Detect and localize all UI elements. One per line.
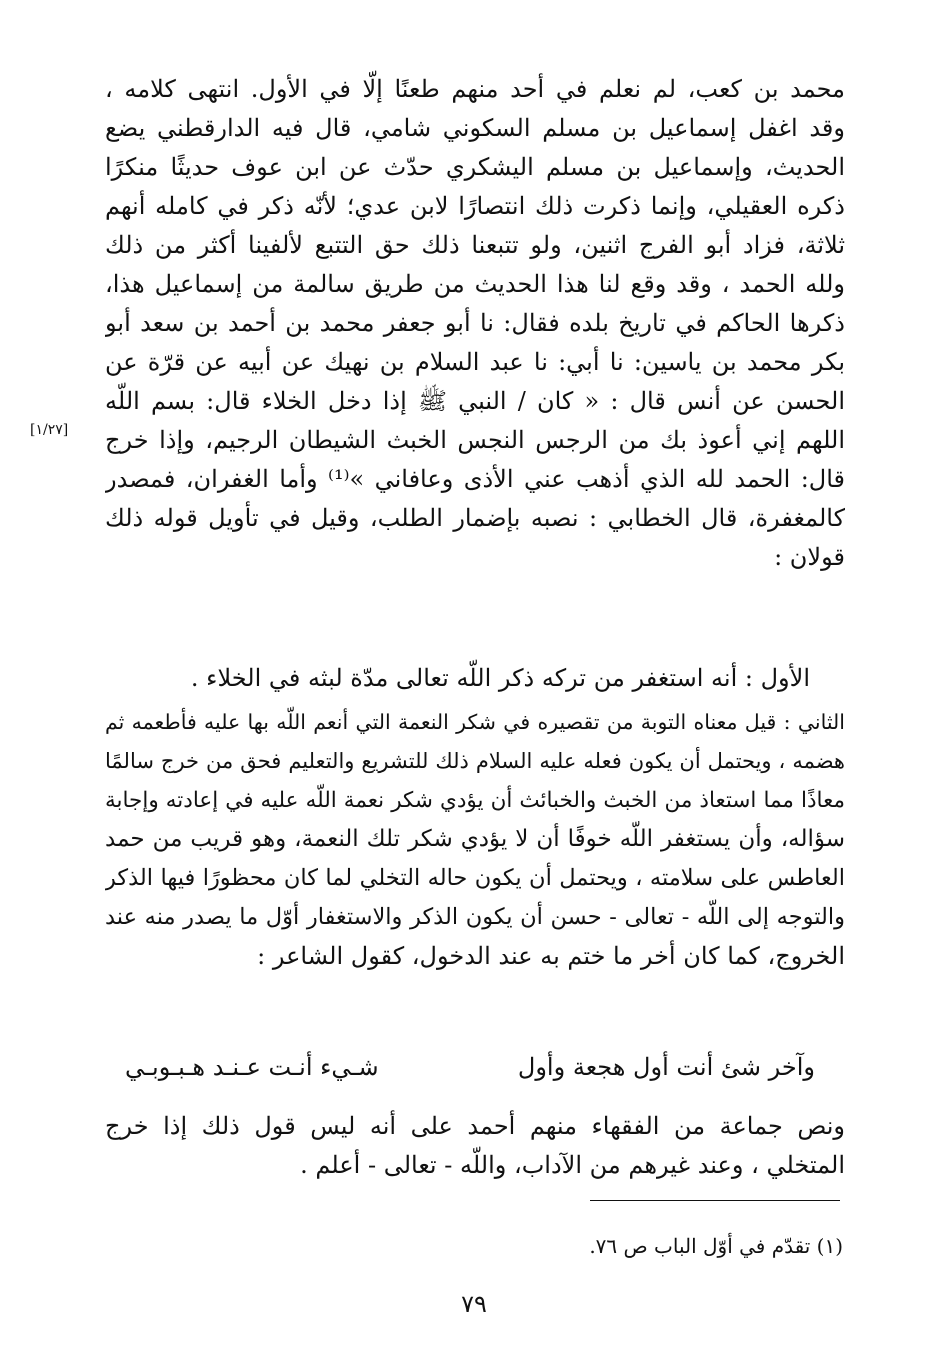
paragraph-4: [105, 1107, 845, 1185]
text-line: سؤاله، وأن يستغفر اللّه خوفًا أن لا يؤدي شكر تلك النعمة، وهو قريب من حمد: [105, 826, 845, 852]
footnote-divider: [590, 1200, 840, 1201]
text-line: ثلاثة، فزاد أبو الفرج اثنين، ولو تتبعنا ذلك حق التتبع لألفينا أكثر من ذلك: [105, 231, 845, 259]
text-line: معاذًا مما استعاذ من الخبث والخبائث أن يؤدي شكر نعمة اللّه عليه في إعادته وإجابة: [105, 788, 845, 813]
text-line: الحديث، وإسماعيل بن مسلم اليشكري حدّث عن ابن عوف حديثًا منكرًا: [105, 153, 845, 181]
text-line: الثاني : قيل معناه التوبة من تقصيره في شكر النعمة التي أنعم اللّه بها عليه فأطعمه ثم: [105, 710, 845, 734]
text-line: بكر محمد بن ياسين: نا أبي: نا عبد السلام بن نهيك عن أبيه عن قرّة عن: [105, 348, 845, 376]
text-line: ذكرها الحاكم في تاريخ بلده فقال: نا أبو جعفر محمد بن أحمد بن سعد أبو: [105, 309, 845, 337]
text-line: قال: الحمد لله الذي أذهب عني الأذى وعافاني »⁽¹⁾ وأما الغفران، فمصدر: [105, 465, 845, 493]
paragraph-1: [105, 70, 845, 577]
text-line: ونص جماعة من الفقهاء منهم أحمد على أنه ليس قول ذلك إذا خرج: [105, 1112, 845, 1140]
page-number: ٧٩: [461, 1290, 487, 1318]
manuscript-folio-reference: [١/٢٧]: [30, 422, 69, 438]
text-line: العاطس على سلامته ، ويحتمل أن يكون حاله التخلي لما كان محظورًا فيها الذكر: [105, 865, 845, 891]
text-line: المتخلي ، وعند غيرهم من الآداب، واللّه - تعالى - أعلم .: [300, 1151, 845, 1179]
paragraph-2: [140, 659, 810, 698]
text-line: الحسن عن أنس قال : « كان / النبي ﷺ إذا دخل الخلاء قال: بسم اللّه: [105, 387, 845, 415]
poem-verse: [125, 1053, 815, 1093]
text-line: ذكره العقيلي، وإنما ذكرت ذلك انتصارًا لابن عدي؛ لأنّه ذكر في كامله أنهم: [105, 192, 845, 220]
text-line: والتوجه إلى اللّه - تعالى - حسن أن يكون الذكر والاستغفار أوّل ما يصدر منه عند: [105, 904, 845, 930]
text-line: كالمغفرة، قال الخطابي : نصبه بإضمار الطلب، وقيل في تأويل قوله ذلك: [105, 504, 845, 532]
text-line: الأول : أنه استغفر من تركه ذكر اللّه تعالى مدّة لبثه في الخلاء .: [190, 664, 810, 692]
footnote: (١) تقدّم في أوّل الباب ص ٧٦.: [589, 1234, 843, 1258]
text-line: الخروج، كما كان أخر ما ختم به عند الدخول، كقول الشاعر :: [257, 942, 845, 970]
text-line: اللهم إني أعوذ بك من الرجس النجس الخبث الشيطان الرجيم، وإذا خرج: [105, 426, 845, 454]
text-line: ولله الحمد ، وقد وقع لنا هذا الحديث من طريق سالمة من إسماعيل هذا،: [105, 270, 845, 298]
text-line: قولان :: [774, 543, 845, 571]
text-line: هضمه ، ويحتمل أن يكون فعله عليه السلام ذلك للتشريع والتعليم فحق من خرج سالمًا: [105, 749, 845, 773]
poem-second-hemistich: شـيء أنـت عـنـد هـبـوبـي: [125, 1053, 379, 1081]
paragraph-3: [105, 703, 845, 976]
text-line: محمد بن كعب، لم نعلم في أحد منهم طعنًا إلّا في الأول. انتهى كلامه ،: [105, 75, 845, 103]
poem-first-hemistich: وآخر شئ أنت أول هجعة وأول: [517, 1053, 815, 1081]
text-line: وقد اغفل إسماعيل بن مسلم السكوني شامي، قال فيه الدارقطني يضع: [105, 114, 845, 142]
